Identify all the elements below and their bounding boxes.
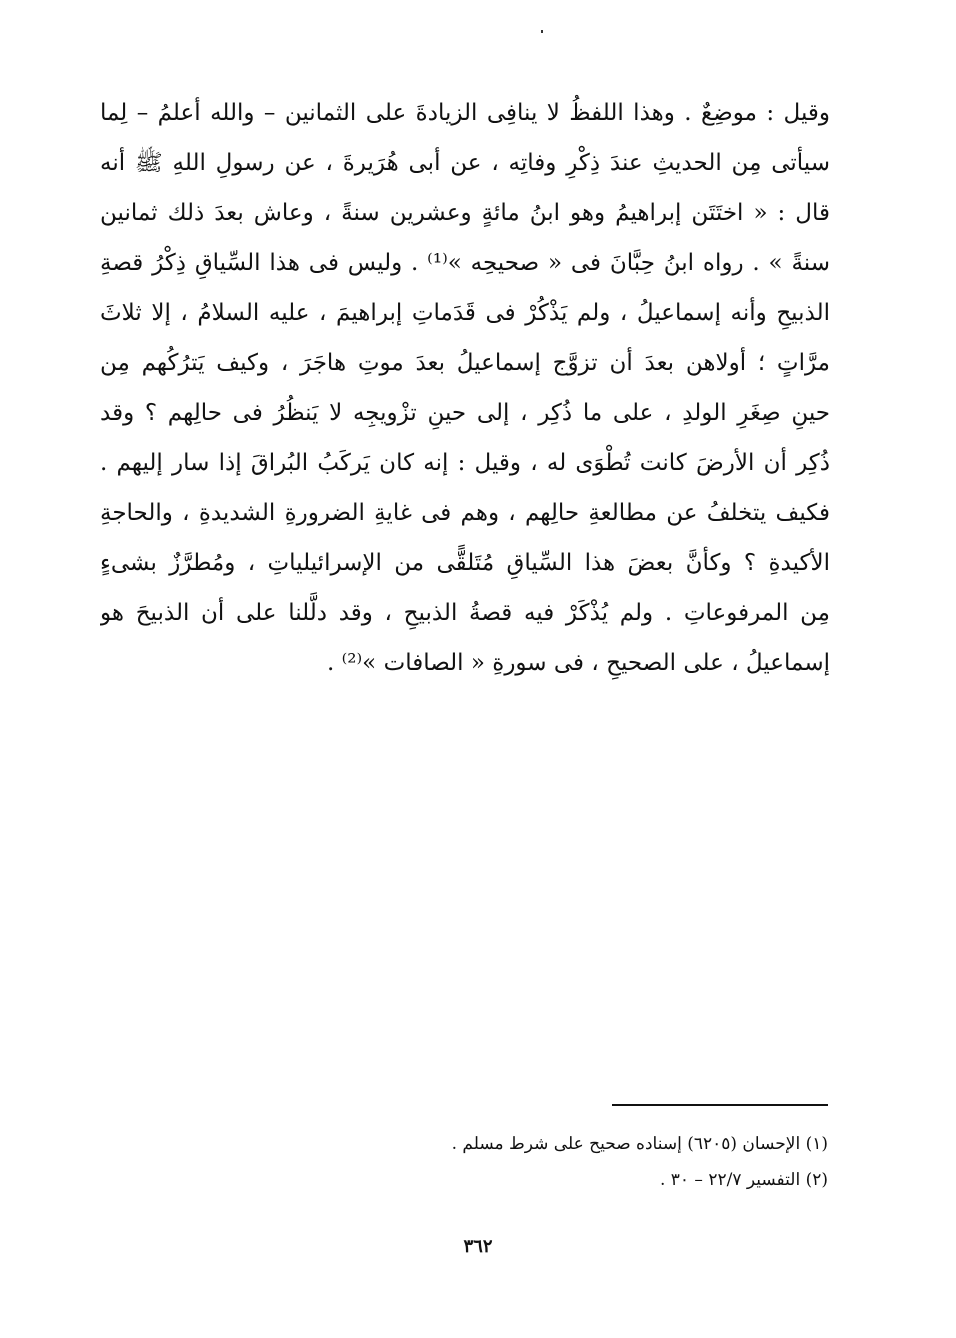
body-line: مِن المرفوعاتِ . ولم يُذْكَرْ فيه قصةُ الذبيحِ ، وقد دلَّلنا على أن الذبيحَ هو bbox=[100, 600, 830, 626]
footnote-1: (١) الإحسان (٦٢٠٥) إسناده صحيح على شرط مسلم . bbox=[451, 1134, 828, 1154]
scan-speck bbox=[541, 30, 543, 33]
body-line: إسماعيلُ ، على الصحيحِ ، فى سورةِ « الصافات »⁽²⁾ . bbox=[327, 650, 830, 676]
body-line: وقيل : موضِعٌ . وهذا اللفظُ لا ينافِى الزيادةَ على الثمانين – والله أعلمُ – لِما bbox=[100, 100, 830, 126]
body-line: حينِ صِغَرِ الولدِ ، على ما ذُكِر ، إلى حينِ تزْويجِه لا يَنظُرُ فى حالِهم ؟ وقد bbox=[100, 400, 830, 426]
footnotes bbox=[360, 1126, 828, 1198]
body-line: ذُكِر أن الأرضَ كانت تُطْوَى له ، وقيل : إنه كان يَركَبُ البُراقَ إذا سار إليهم . bbox=[100, 450, 830, 476]
footnote-2: (٢) التفسير ٢٢/٧ – ٣٠ . bbox=[659, 1170, 828, 1190]
body-line: فكيف يتخلفُ عن مطالعةِ حالِهم ، وهم فى غايةِ الضرورةِ الشديدةِ ، والحاجةِ bbox=[100, 500, 830, 526]
body-line: سنةً » . رواه ابنُ حِبَّانَ فى « صحيحِه »⁽¹⁾ . وليس فى هذا السِّياقِ ذِكْرُ قصةِ bbox=[100, 250, 830, 276]
body-line: الذبيحِ وأنه إسماعيلُ ، ولم يَذْكُرْ فى قَدَماتِ إبراهيمَ ، عليه السلامُ ، إلا ثلاثَ bbox=[100, 300, 830, 326]
page-number: ٣٦٢ bbox=[463, 1236, 493, 1257]
footnote-divider bbox=[612, 1104, 828, 1106]
body-text bbox=[100, 88, 830, 688]
body-line: سيأتى مِن الحديثِ عندَ ذِكْرِ وفاتِه ، عن أبى هُرَيرةَ ، عن رسولِ اللهِ ﷺ أنه bbox=[100, 150, 830, 176]
body-line: قال : « اختَتَن إبراهيمُ وهو ابنُ مائةٍ وعشرين سنةً ، وعاش بعدَ ذلك ثمانين bbox=[100, 200, 830, 226]
body-line: الأكيدةِ ؟ وكأنَّ بعضَ هذا السِّياقِ مُتَلقًّى من الإسرائيلياتِ ، ومُطرَّزٌ بشىءٍ bbox=[100, 550, 830, 576]
body-line: مرَّاتٍ ؛ أولاهن بعدَ أن تزوَّج إسماعيلُ بعدَ موتِ هاجَرَ ، وكيف يَترُكُهم مِن bbox=[100, 350, 830, 376]
